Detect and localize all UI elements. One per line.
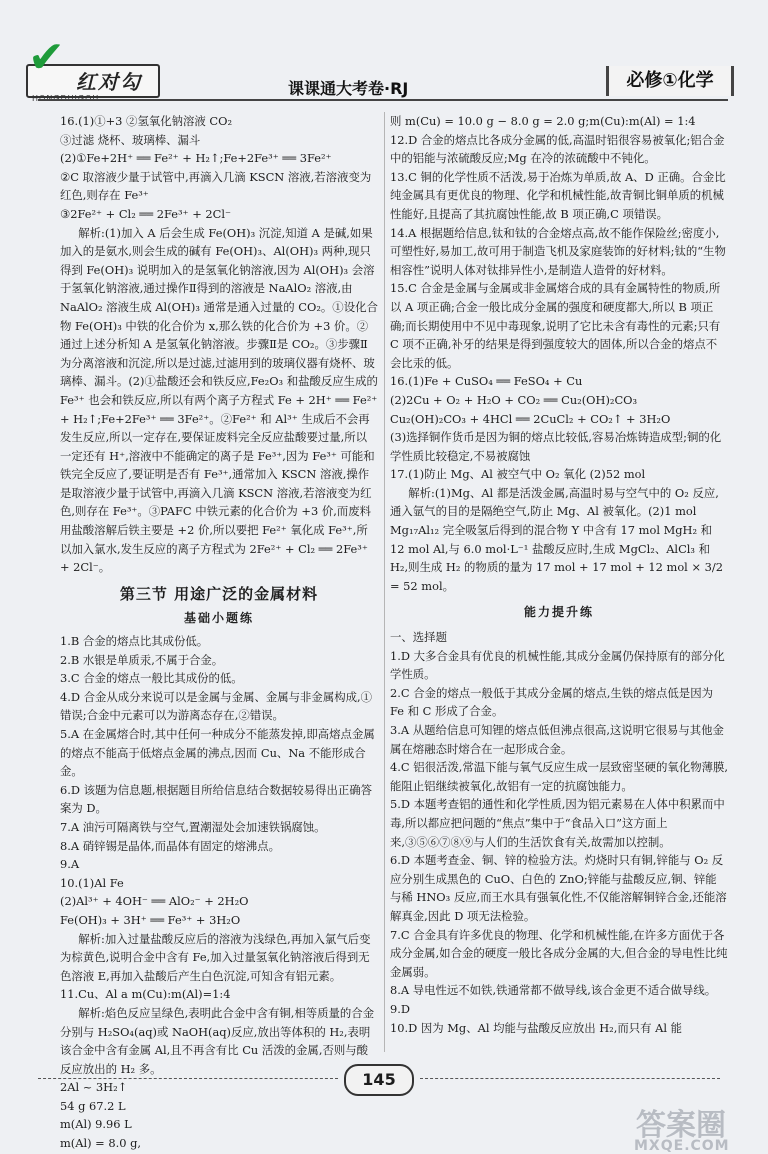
logo-subtext: HONGDUIGOU [32,94,100,103]
answer-line: (2)①Fe+2H⁺ ══ Fe²⁺ + H₂↑;Fe+2Fe³⁺ ══ 3Fe²⁺ [60,151,332,166]
answer-line: 4.C 铝很活泼,常温下能与氧气反应生成一层致密坚硬的氧化物薄膜,能阻止铝继续被氧化,故铝有一定的抗腐蚀能力。 [390,760,728,793]
answer-line: (3)选择铜作货币是因为铜的熔点比较低,容易冶炼铸造成型;铜的化学性质比较稳定,不易被腐蚀 [390,430,722,463]
answer-line: 2.C 合金的熔点一般低于其成分金属的熔点,生铁的熔点低是因为 Fe 和 C 形成了合金。 [390,685,713,719]
footer-rule-left [38,1078,338,1079]
answer-line: 5.D 本题考查铝的通性和化学性质,因为铝元素易在人体中积累而中毒,所以都应把问题的“焦点”集中于“食品入口”这方面上来,③⑤⑥⑦⑧⑨与人们的生活饮食有关,故需加以控制。 [390,797,725,849]
equation-line: Cu₂(OH)₂CO₃ + 4HCl ══ 2CuCl₂ + CO₂↑ + 3H₂O [390,411,671,426]
answer-line: 11.Cu、Al a m(Cu):m(Al)=1:4 [60,987,231,1002]
answer-line: 2.B 水银是单质汞,不属于合金。 [60,652,224,667]
analysis-paragraph: 解析:加入过量盐酸反应后的溶液为浅绿色,再加入氯气后变为棕黄色,说明合金中含有 Fe,加入过量氢氧化钠溶液后得到无色溶液 E,再加入盐酸后产生白色沉淀,可知含有铝元素。 [60,931,371,983]
answer-line: 16.(1)①+3 ②氢氧化钠溶液 CO₂ [60,114,233,128]
answer-line: ③2Fe²⁺ + Cl₂ ══ 2Fe³⁺ + 2Cl⁻ [60,206,231,221]
answer-line: 12.D 合金的熔点比各成分金属的低,高温时铝很容易被氧化;铝合金中的铝能与浓硫酸反应;Mg 在冷的浓硫酸中不钝化。 [390,132,725,166]
answer-line: 8.A 导电性远不如铁,铁通常都不做导线,该合金更不适合做导线。 [390,983,717,998]
answer-line: 9.D [390,1001,411,1016]
answer-line: 15.C 合金是金属与金属或非金属熔合成的具有金属特性的物质,所以 A 项正确;合金一般比成分金属的强度和硬度都大,所以 B 项正确;而长期使用中不见中毒现象,说明了它比未含有毒性的元素;只有 C 项不正确,补牙的结果是得到强度较大的固体,所以合金的熔点不会比汞的低。 [390,281,721,370]
checkmark-icon: ✔ [28,32,65,83]
answer-line: 7.C 合金具有许多优良的物理、化学和机械性能,在许多方面优于各成分金属,如合金的硬度一般比各成分金属的大,但合金的导电性比纯金属弱。 [390,927,728,979]
answer-line: ②C 取溶液少量于试管中,再滴入几滴 KSCN 溶液,若溶液变为红色,则存在 Fe³⁺ [60,169,372,203]
calc-line: 54 g 67.2 L [60,1098,126,1113]
equation-line: (2)Al³⁺ + 4OH⁻ ══ AlO₂⁻ + 2H₂O [60,894,249,909]
page-footer [0,1060,768,1154]
brand-logo [26,32,164,103]
watermark-url: MXQE.COM [634,1138,730,1154]
watermark-logo: 答案圈 [636,1108,726,1143]
answer-line: 4.D 合金从成分来说可以是金属与金属、金属与非金属构成,①错误;合金中元素可以为游离态存在,②错误。 [60,689,373,723]
answer-line: 3.A 从题给信息可知锂的熔点低但沸点很高,这说明它很易与其他金属在熔融态时熔合在一起形成合金。 [390,723,724,756]
series-title: 课课通大考卷·RJ [288,79,409,98]
equation-line: Fe(OH)₃ + 3H⁺ ══ Fe³⁺ + 3H₂O [60,912,241,927]
subject-badge: 必修①化学 [606,66,734,96]
answer-line: ③过滤 烧杯、玻璃棒、漏斗 [60,132,201,147]
answer-line: 10.D 因为 Mg、Al 均能与盐酸反应放出 H₂,而只有 Al 能 [390,1020,683,1035]
footer-rule-right [420,1078,720,1079]
answer-line: 8.A 硝锌锡是晶体,而晶体有固定的熔沸点。 [60,838,280,853]
column-divider [384,112,385,1052]
answer-line: 1.B 合金的熔点比其成份低。 [60,634,209,649]
right-column [390,112,728,1037]
calc-line: m(Al) = 8.0 g, [60,1136,141,1151]
equation-line: 16.(1)Fe + CuSO₄ ══ FeSO₄ + Cu [390,374,583,389]
answer-line: 6.D 本题考查金、铜、锌的检验方法。灼烧时只有铜,锌能与 O₂ 反应分别生成黑色的 CuO、白色的 ZnO;锌能与盐酸反应,铜、锌能与稀 HNO₃ 反应,而王水具有强氧化性,不仅能溶解铜锌合金,还能溶解真金,因此 D 项无法检验。 [390,853,727,923]
answer-line: 1.D 大多合金具有优良的机械性能,其成分金属仍保持原有的部分化学性质。 [390,648,725,682]
answer-line: 13.C 铜的化学性质不活泼,易于冶炼为单质,故 A、D 正确。合金比纯金属具有更优良的物理、化学和机械性能,故青铜比铜单质的机械性能好,且提高了其抗腐蚀性能,故 B 项正确,C 项错误。 [390,169,726,221]
answer-line: 5.A 在金属熔合时,其中任何一种成分不能蒸发掉,即高熔点金属的熔点不能高于低熔点金属的沸点,因而 Cu、Na 不能形成合金。 [60,727,375,779]
answer-line: 6.D 该题为信息题,根据题目所给信息结合数据较易得出正确答案为 D。 [60,782,373,816]
logo-text: 红对勾 [76,70,142,94]
part-heading: 一、选择题 [390,630,447,645]
answer-line: 17.(1)防止 Mg、Al 被空气中 O₂ 氧化 (2)52 mol [390,467,646,482]
page-header [0,0,768,118]
analysis-paragraph: 解析:焰色反应呈绿色,表明此合金中含有铜,相等质量的合金分别与 H₂SO₄(aq)或 NaOH(aq)反应,放出等体积的 H₂,表明该合金中含有金属 Al,且不再含有比 Cu 活泼的金属,否则与酸反应放出的 H₂ 多。 [60,1005,375,1076]
answer-line: 7.A 油污可隔离铁与空气,置潮湿处会加速铁锅腐蚀。 [60,819,326,834]
answer-line: 14.A 根据题给信息,钛和钛的合金熔点高,故不能作保险丝;密度小,可塑性好,易加工,故可用于制造飞机及家庭装饰的好材料;钛的“生物相容性”说明人体对钛排异性小,是制造人造骨的好材料。 [390,225,726,277]
answer-line: 3.C 合金的熔点一般比其成份的低。 [60,671,243,686]
header-rule [38,99,728,101]
answer-line: 9.A [60,857,80,872]
analysis-paragraph: 解析:(1)Mg、Al 都是活泼金属,高温时易与空气中的 O₂ 反应,通入氩气的目的是隔绝空气,防止 Mg、Al 被氧化。(2)1 mol Mg₁₇Al₁₂ 完全吸氢后得到的混合物 Y 中含有 17 mol MgH₂ 和 12 mol Al,与 6.0 mol·L⁻¹ 盐酸反应时,生成 MgCl₂、AlCl₃ 和 H₂,则生成 H₂ 的物质的量为 17 mol + 17 mol + 12 mol × 3/2 = 52 mol。 [390,485,723,593]
answer-line: 则 m(Cu) = 10.0 g − 8.0 g = 2.0 g;m(Cu):m(Al) = 1:4 [390,114,696,128]
basic-practice-title: 基础小题练 [183,611,254,626]
advanced-practice-title: 能力提升练 [523,605,594,620]
analysis-paragraph: 解析:(1)加入 A 后会生成 Fe(OH)₃ 沉淀,知道 A 是碱,如果加入的是氨水,则会生成的碱有 Fe(OH)₃、Al(OH)₃ 两种,现只得到 Fe(OH)₃ 说明加入的是氢氧化钠溶液,因为 Al(OH)₃ 会溶于氢氧化钠溶液,通过操作Ⅱ得到的溶液是 NaAlO₂ 溶液,由 NaAlO₂ 溶液生成 Al(OH)₃ 通常是通入过量的 CO₂。①设化合物 Fe(OH)₃ 中铁的化合价为 x,那么铁的化合价为 +3 价。②通过上述分析知 A 是氢氧化钠溶液。步骤Ⅱ是 CO₂。③步骤Ⅱ为分离溶液和沉淀,所以是过滤,过滤用到的玻璃仪器有烧杯、玻璃棒、漏斗。(2)①盐酸还会和铁反应,Fe₂O₃ 和盐酸反应生成的 Fe³⁺ 也会和铁反应,所以有两个离子方程式 Fe + 2H⁺ ══ Fe²⁺ + H₂↑;Fe+2Fe³⁺ ══ 3Fe²⁺。②Fe²⁺ 和 Al³⁺ 生成后不会再发生反应,所以一定存在,要保证废料完全反应盐酸要过量,所以一定还有 H⁺,溶液中不能确定的离子是 Fe³⁺,因为 Fe³⁺ 可能和铁完全反应了,要证明是否有 Fe³⁺,通常加入 KSCN 溶液,操作是取溶液少量于试管中,再滴入几滴 KSCN 溶液,若溶液变为红色,则存在 Fe³⁺。③PAFC 中铁元素的化合价为 +3 价,而废料用盐酸溶解后铁主要是 +2 价,所以要把 Fe²⁺ 氧化成 Fe³⁺,所以加入氯水,发生反应的离子方程式为 2Fe²⁺ + Cl₂ ══ 2Fe³⁺ + 2Cl⁻。 [60,225,378,575]
page-number: 145 [344,1064,414,1096]
section-title: 第三节 用途广泛的金属材料 [119,584,319,603]
left-column [60,112,378,1153]
calc-line: 2Al ~ 3H₂↑ [60,1080,128,1095]
answer-line: 10.(1)Al Fe [60,875,124,890]
equation-line: (2)2Cu + O₂ + H₂O + CO₂ ══ Cu₂(OH)₂CO₃ [390,392,638,407]
calc-line: m(Al) 9.96 L [60,1117,132,1132]
